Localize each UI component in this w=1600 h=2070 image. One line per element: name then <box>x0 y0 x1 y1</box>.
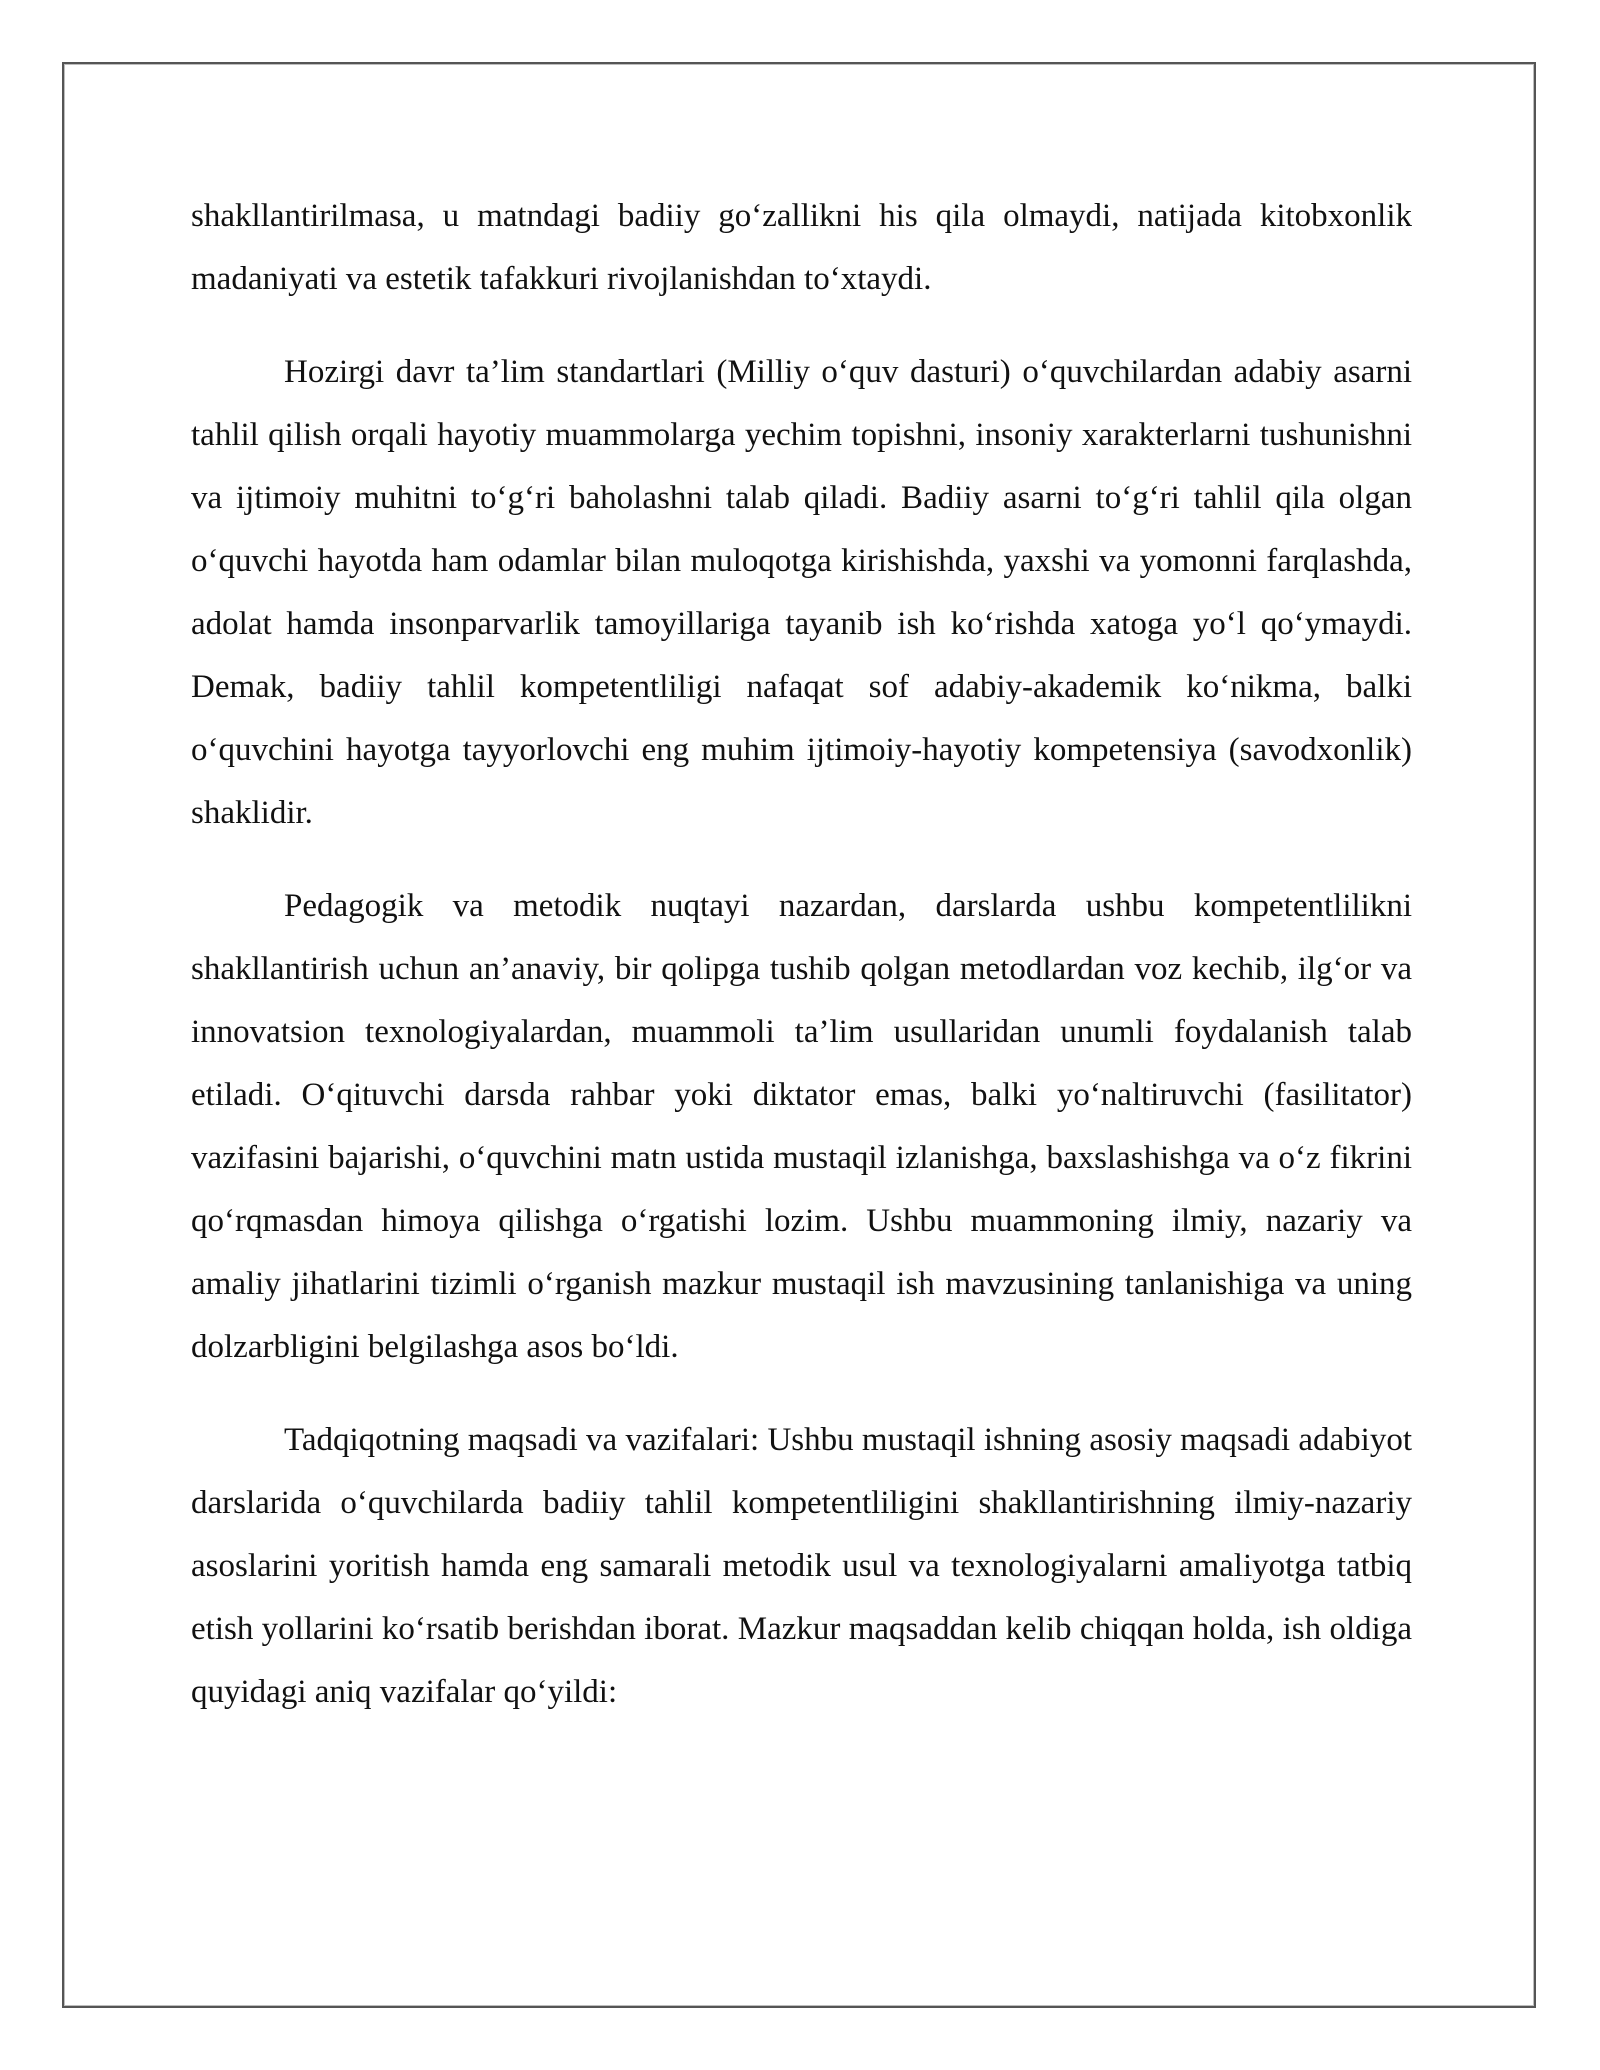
document-body <box>191 185 1412 1754</box>
paragraph-pedagogical: Pedagogik va metodik nuqtayi nazardan, darslarda ushbu kompetentlilikni shakllantirish uchun an’anaviy, bir qolipga tushib qolgan metodlardan voz kechib, ilg‘or va innovatsion texnologiyalardan, muammoli ta’lim usullaridan unumli foydalanish talab etiladi. O‘qituvchi darsda rahbar yoki diktator emas, balki yo‘naltiruvchi (fasilitator) vazifasini bajarishi, o‘quvchini matn ustida mustaqil izlanishga, baxslashishga va o‘z fikrini qo‘rqmasdan himoya qilishga o‘rgatishi lozim. Ushbu muammoning ilmiy, nazariy va amaliy jihatlarini tizimli o‘rganish mazkur mustaqil ish mavzusining tanlanishiga va uning dolzarbligini belgilashga asos bo‘ldi. <box>191 888 1412 1365</box>
paragraph-continuation: shakllantirilmasa, u matndagi badiiy go‘zallikni his qila olmaydi, natijada kitobxonlik madaniyati va estetik tafakkuri rivojlanishdan to‘xtaydi. <box>191 198 1412 297</box>
paragraph-research-goals: Tadqiqotning maqsadi va vazifalari: Ushbu mustaqil ishning asosiy maqsadi adabiyot darslarida o‘quvchilarda badiiy tahlil kompetentliligini shakllantirishning ilmiy-nazariy asoslarini yoritish hamda eng samarali metodik usul va texnologiyalarni amaliyotga tatbiq etish yollarini ko‘rsatib berishdan iborat. Mazkur maqsaddan kelib chiqqan holda, ish oldiga quyidagi aniq vazifalar qo‘yildi: <box>191 1422 1412 1710</box>
paragraph-standards: Hozirgi davr ta’lim standartlari (Milliy o‘quv dasturi) o‘quvchilardan adabiy asarni tahlil qilish orqali hayotiy muammolarga yechim topishni, insoniy xarakterlarni tushunishni va ijtimoiy muhitni to‘g‘ri baholashni talab qiladi. Badiiy asarni to‘g‘ri tahlil qila olgan o‘quvchi hayotda ham odamlar bilan muloqotga kirishishda, yaxshi va yomonni farqlashda, adolat hamda insonparvarlik tamoyillariga tayanib ish ko‘rishda xatoga yo‘l qo‘ymaydi. Demak, badiiy tahlil kompetentliligi nafaqat sof adabiy-akademik ko‘nikma, balki o‘quvchini hayotga tayyorlovchi eng muhim ijtimoiy-hayotiy kompetensiya (savodxonlik) shaklidir. <box>191 354 1412 831</box>
